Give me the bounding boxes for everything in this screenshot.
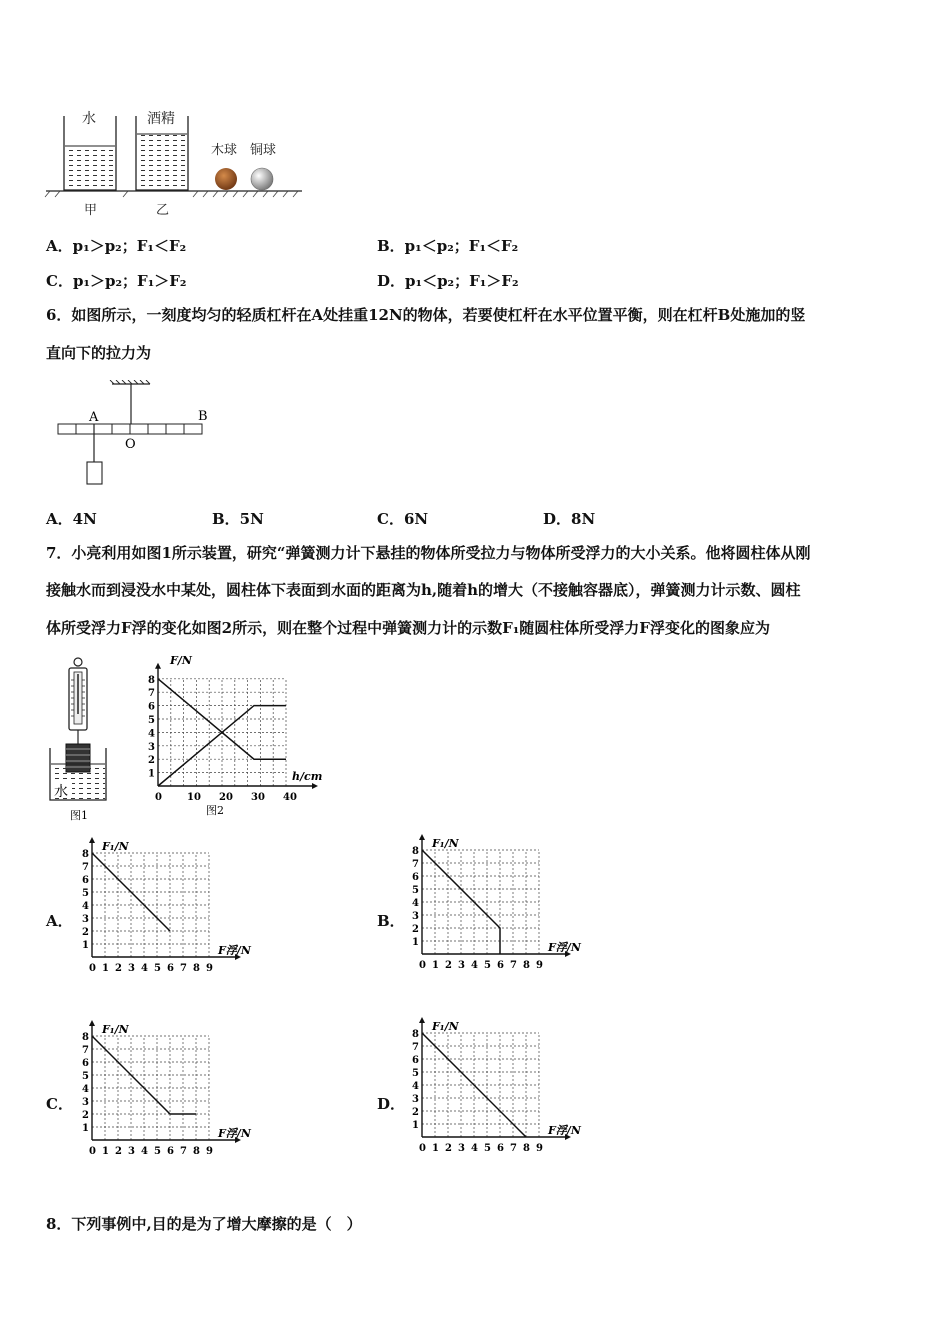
x-tick-label: 30 — [251, 792, 265, 803]
wood-ball — [215, 168, 237, 190]
y-tick-label: 2 — [82, 927, 89, 938]
lever-label-a: A — [89, 410, 99, 425]
lever-label-o: O — [125, 437, 136, 452]
y-tick-label: 1 — [82, 1123, 89, 1134]
q7-option-a-graph[interactable] — [72, 836, 252, 982]
x-tick-label: 0 — [155, 792, 162, 803]
x-tick-label: 5 — [484, 1143, 491, 1154]
y-axis-label: F₁/N — [102, 840, 129, 853]
q6-option-d[interactable]: D．8N — [543, 510, 596, 528]
x-tick-label: 2 — [115, 963, 122, 974]
q7-text-line2: 接触水而到浸没水中某处，圆柱体下表面到水面的距离为h,随着h的增大（不接触容器底），弹簧测力计示数、圆柱 — [46, 581, 801, 599]
x-tick-label: 6 — [167, 963, 174, 974]
label-jia: 甲 — [84, 203, 98, 218]
x-axis-label: F浮/N — [218, 944, 251, 957]
y-tick-label: 6 — [412, 872, 419, 883]
y-tick-label: 5 — [412, 1068, 419, 1079]
x-tick-label: 7 — [510, 960, 517, 971]
x-tick-label: 9 — [206, 963, 213, 974]
y-tick-label: 6 — [412, 1055, 419, 1066]
q7-option-d-graph[interactable] — [402, 1016, 586, 1164]
x-tick-label: 5 — [154, 963, 161, 974]
y-axis-arrow — [419, 834, 425, 840]
y-tick-label: 5 — [82, 888, 89, 899]
q6-option-a[interactable]: A．4N — [46, 510, 97, 528]
y-tick-label: 3 — [82, 914, 89, 925]
fig1-caption: 图1 — [70, 809, 88, 822]
x-axis-label: h/cm — [292, 770, 323, 783]
x-tick-label: 10 — [187, 792, 201, 803]
y-tick-label: 3 — [412, 911, 419, 922]
x-tick-label: 1 — [432, 1143, 439, 1154]
y-axis-label: F₁/N — [102, 1023, 129, 1036]
y-tick-label: 7 — [82, 862, 89, 873]
x-tick-label: 0 — [419, 960, 426, 971]
lever-bar — [58, 424, 202, 434]
x-tick-label: 0 — [89, 1146, 96, 1157]
y-axis-arrow — [419, 1017, 425, 1023]
y-axis-label: F₁/N — [432, 1020, 459, 1033]
y-tick-label: 8 — [82, 1032, 89, 1043]
beakers-figure — [44, 108, 306, 220]
q7-option-b-label[interactable]: B． — [377, 912, 405, 930]
x-tick-label: 8 — [523, 1143, 530, 1154]
y-tick-label: 1 — [82, 940, 89, 951]
x-tick-label: 6 — [497, 960, 504, 971]
y-tick-label: 2 — [148, 755, 155, 767]
label-copper-ball: 铜球 — [250, 143, 277, 158]
x-tick-label: 9 — [536, 960, 543, 971]
y-tick-label: 7 — [412, 1042, 419, 1053]
lever-label-b: B — [198, 409, 208, 424]
x-tick-label: 1 — [102, 963, 109, 974]
q8-text-line1: 8．下列事例中,目的是为了增大摩擦的是（ ） — [46, 1215, 362, 1233]
x-tick-label: 2 — [115, 1146, 122, 1157]
y-tick-label: 1 — [148, 768, 155, 780]
y-tick-label: 8 — [412, 846, 419, 857]
q6-text-line1: 6．如图所示，一刻度均匀的轻质杠杆在A处挂重12N的物体，若要使杠杆在水平位置平衡，则在杠杆B处施加的竖 — [46, 306, 806, 324]
q7-text-line1: 7．小亮利用如图1所示装置，研究“弹簧测力计下悬挂的物体所受拉力与物体所受浮力的大小关系。他将圆柱体从刚 — [46, 544, 811, 562]
label-water: 水 — [82, 111, 96, 127]
y-tick-label: 3 — [148, 741, 155, 753]
y-tick-label: 2 — [412, 924, 419, 935]
y-tick-label: 5 — [412, 885, 419, 896]
y-tick-label: 6 — [82, 1058, 89, 1069]
x-tick-label: 2 — [445, 1143, 452, 1154]
y-tick-label: 5 — [82, 1071, 89, 1082]
x-tick-label: 20 — [219, 792, 233, 803]
q5-option-b[interactable]: B．p₁＜p₂；F₁＜F₂ — [377, 237, 519, 255]
label-wood-ball: 木球 — [211, 143, 238, 158]
x-axis-arrow — [312, 783, 318, 789]
q7-option-d-label[interactable]: D． — [377, 1095, 406, 1113]
y-tick-label: 5 — [148, 715, 155, 726]
x-tick-label: 8 — [193, 963, 200, 974]
y-tick-label: 4 — [82, 901, 89, 912]
x-axis-label: F浮/N — [548, 941, 581, 954]
fig2-chart — [140, 650, 325, 822]
y-tick-label: 1 — [412, 1120, 419, 1131]
x-tick-label: 8 — [193, 1146, 200, 1157]
q7-option-a-label[interactable]: A． — [46, 912, 73, 930]
y-tick-label: 2 — [82, 1110, 89, 1121]
q6-text-line2: 直向下的拉力为 — [46, 344, 152, 362]
label-yi: 乙 — [156, 203, 170, 218]
y-tick-label: 4 — [148, 728, 155, 740]
copper-ball — [251, 168, 273, 190]
x-tick-label: 1 — [102, 1146, 109, 1157]
x-tick-label: 3 — [458, 1143, 465, 1154]
y-tick-label: 7 — [148, 688, 155, 700]
x-tick-label: 7 — [510, 1143, 517, 1154]
beaker-water — [64, 116, 116, 190]
lever-figure — [52, 380, 222, 490]
y-tick-label: 6 — [148, 701, 155, 713]
y-tick-label: 7 — [82, 1045, 89, 1056]
y-tick-label: 4 — [82, 1084, 89, 1095]
x-tick-label: 6 — [167, 1146, 174, 1157]
fig2-caption: 图2 — [206, 804, 224, 817]
x-tick-label: 4 — [471, 960, 478, 971]
y-axis-arrow — [155, 663, 161, 669]
q7-option-c-graph[interactable] — [72, 1019, 252, 1165]
y-tick-label: 1 — [412, 937, 419, 948]
y-tick-label: 4 — [412, 898, 419, 909]
label-alcohol: 酒精 — [147, 111, 175, 127]
x-tick-label: 1 — [432, 960, 439, 971]
x-tick-label: 5 — [484, 960, 491, 971]
x-tick-label: 6 — [497, 1143, 504, 1154]
spring-scale-figure — [46, 656, 110, 824]
x-axis-label: F浮/N — [548, 1124, 581, 1137]
y-axis-label: F₁/N — [432, 837, 459, 850]
x-tick-label: 4 — [471, 1143, 478, 1154]
y-tick-label: 8 — [148, 674, 155, 686]
y-axis-arrow — [89, 837, 95, 843]
fig1-water-label: 水 — [54, 784, 68, 800]
x-tick-label: 0 — [89, 963, 96, 974]
x-tick-label: 4 — [141, 1146, 148, 1157]
y-tick-label: 3 — [412, 1094, 419, 1105]
y-axis-arrow — [89, 1020, 95, 1026]
x-tick-label: 0 — [419, 1143, 426, 1154]
q7-text-line3: 体所受浮力F浮的变化如图2所示，则在整个过程中弹簧测力计的示数F₁随圆柱体所受浮力F浮变化的图象应为 — [46, 619, 770, 637]
beaker-alcohol — [136, 116, 188, 190]
y-tick-label: 8 — [82, 849, 89, 860]
q7-option-b-graph[interactable] — [402, 833, 586, 981]
x-tick-label: 7 — [180, 1146, 187, 1157]
x-tick-label: 9 — [536, 1143, 543, 1154]
x-tick-label: 8 — [523, 960, 530, 971]
y-tick-label: 6 — [82, 875, 89, 886]
ground-line — [45, 191, 302, 197]
x-tick-label: 7 — [180, 963, 187, 974]
q5-option-a[interactable]: A．p₁＞p₂；F₁＜F₂ — [46, 237, 187, 255]
x-tick-label: 5 — [154, 1146, 161, 1157]
hanging-weight — [87, 462, 102, 484]
y-axis-label: F/N — [170, 654, 192, 667]
q6-option-c[interactable]: C．6N — [377, 510, 429, 528]
x-tick-label: 3 — [128, 963, 135, 974]
y-tick-label: 4 — [412, 1081, 419, 1092]
y-tick-label: 7 — [412, 859, 419, 870]
y-tick-label: 2 — [412, 1107, 419, 1118]
x-tick-label: 2 — [445, 960, 452, 971]
y-tick-label: 8 — [412, 1029, 419, 1040]
q5-option-c[interactable]: C．p₁＞p₂；F₁＞F₂ — [46, 272, 187, 290]
x-tick-label: 3 — [458, 960, 465, 971]
x-tick-label: 9 — [206, 1146, 213, 1157]
x-tick-label: 3 — [128, 1146, 135, 1157]
q5-option-d[interactable]: D．p₁＜p₂；F₁＞F₂ — [377, 272, 519, 290]
x-tick-label: 40 — [283, 792, 297, 803]
x-tick-label: 4 — [141, 963, 148, 974]
y-tick-label: 3 — [82, 1097, 89, 1108]
q7-option-c-label[interactable]: C． — [46, 1095, 73, 1113]
q6-option-b[interactable]: B．5N — [212, 510, 264, 528]
x-axis-label: F浮/N — [218, 1127, 251, 1140]
